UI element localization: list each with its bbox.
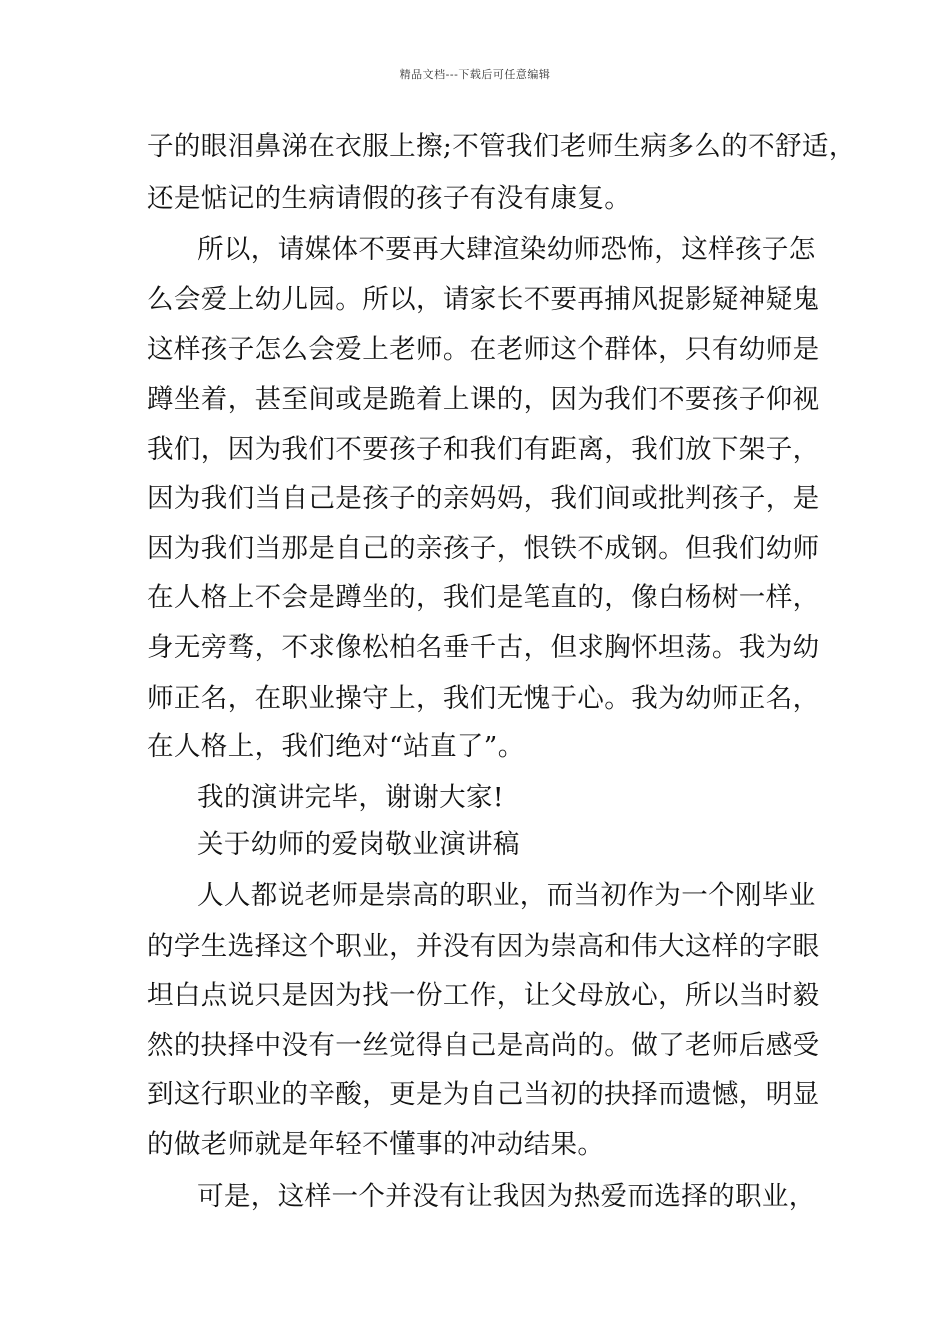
text-line: 这样孩子怎么会爱上老师。在老师这个群体，只有幼师是 <box>147 334 820 365</box>
text-line: 么会爱上幼儿园。所以，请家长不要再捕风捉影疑神疑鬼 <box>147 284 820 315</box>
text-line: 我的演讲完毕，谢谢大家! <box>197 782 504 813</box>
text-line: 可是，这样一个并没有让我因为热爱而选择的职业， <box>197 1181 816 1212</box>
section-title: 关于幼师的爱岗敬业演讲稿 <box>197 829 520 860</box>
text-line: 在人格上，我们绝对“站直了”。 <box>147 731 525 762</box>
text-line: 坦白点说只是因为找一份工作，让父母放心，所以当时毅 <box>147 980 820 1011</box>
text-line: 我们，因为我们不要孩子和我们有距离，我们放下架子， <box>147 434 820 465</box>
text-line: 人人都说老师是崇高的职业，而当初作为一个刚毕业 <box>197 880 816 911</box>
text-line: 到这行职业的辛酸，更是为自己当初的抉择而遗憾，明显 <box>147 1079 820 1110</box>
text-line: 还是惦记的生病请假的孩子有没有康复。 <box>147 183 632 214</box>
text-line: 然的抉择中没有一丝觉得自己是高尚的。做了老师后感受 <box>147 1030 820 1061</box>
text-line: 的做老师就是年轻不懂事的冲动结果。 <box>147 1129 605 1160</box>
page-header: 精品文档---下载后可任意编辑 <box>399 68 551 81</box>
text-line: 因为我们当那是自己的亲孩子，恨铁不成钢。但我们幼师 <box>147 533 820 564</box>
text-line: 因为我们当自己是孩子的亲妈妈，我们间或批判孩子，是 <box>147 483 820 514</box>
text-line: 身无旁骛，不求像松柏名垂千古，但求胸怀坦荡。我为幼 <box>147 632 820 663</box>
text-line: 在人格上不会是蹲坐的，我们是笔直的，像白杨树一样， <box>147 582 820 613</box>
text-line: 所以，请媒体不要再大肆渲染幼师恐怖，这样孩子怎 <box>197 234 816 265</box>
text-line: 子的眼泪鼻涕在衣服上擦;不管我们老师生病多么的不舒适， <box>147 131 856 162</box>
text-line: 师正名，在职业操守上，我们无愧于心。我为幼师正名， <box>147 683 820 714</box>
text-line: 的学生选择这个职业，并没有因为崇高和伟大这样的字眼 <box>147 931 820 962</box>
text-line: 蹲坐着，甚至间或是跪着上课的，因为我们不要孩子仰视 <box>147 384 820 415</box>
